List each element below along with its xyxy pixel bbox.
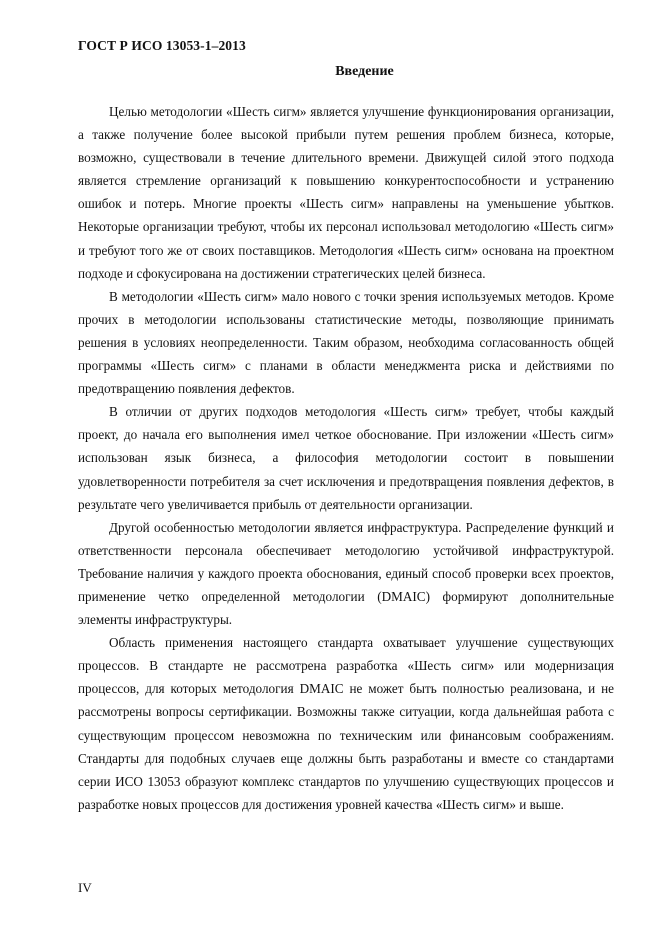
- paragraph: В методологии «Шесть сигм» мало нового с точки зрения используемых методов. Кроме прочих в методологии использованы статистические методы, позволяющие принимать решения в условиях неопределенности. Таким образом, необходима согласованность общей программы «Шесть сигм» с планами в области менеджмента риска и действиями по предотвращению появления дефектов.: [78, 288, 614, 397]
- document-body: [78, 100, 614, 816]
- paragraph: В отличии от других подходов методология «Шесть сигм» требует, чтобы каждый проект, до начала его выполнения имел четкое обоснование. При изложении «Шесть сигм» использован язык бизнеса, а философия методологии состоит в повышении удовлетворенности потребителя за счет исключения и предотвращения появления дефектов, в результате чего увеличивается прибыль от деятельности организации.: [78, 404, 614, 512]
- paragraph: Другой особенностью методологии является инфраструктура. Распределение функций и ответственности персонала обеспечивает методологию устойчивой инфраструктурой. Требование наличия у каждого проекта обоснования, единый способ проверки всех проектов, применение четко определенной методологии (DMAIC) формируют дополнительные элементы инфраструктуры.: [78, 519, 614, 628]
- paragraph: Область применения настоящего стандарта охватывает улучшение существующих процессов. В стандарте не рассмотрена разработка «Шесть сигм» или модернизация процессов, для которых методология DMAIC не может быть полностью реализована, и не рассмотрены вопросы сертификации. Возможны также ситуации, когда дальнейшая работа с существующим процессом невозможна по техническим или финансовым соображениям. Стандарты для подобных случаев еще должны быть разработаны и вместе со стандартами серии ИСО 13053 образуют комплекс стандартов по улучшению существующих процессов и разработке новых процессов для достижения уровней качества «Шесть сигм» и выше.: [78, 635, 614, 812]
- section-title: Введение: [335, 64, 394, 79]
- page-number: IV: [78, 880, 92, 895]
- paragraph: Целью методологии «Шесть сигм» является улучшение функционирования организации, а также получение более высокой прибыли путем решения проблем бизнеса, которые, возможно, существовали в течение длительного времени. Движущей силой этого подхода является стремление организаций к повышению конкурентоспособности и устранению ошибок и потерь. Многие проекты «Шесть сигм» направлены на уменьшение убытков. Некоторые организации требуют, чтобы их персонал использовал методологию «Шесть сигм» и требуют того же от своих поставщиков. Методология «Шесть сигм» основана на проектном подходе и сфокусирована на достижении стратегических целей бизнеса.: [78, 104, 614, 281]
- document-header: ГОСТ Р ИСО 13053-1–2013: [78, 38, 246, 53]
